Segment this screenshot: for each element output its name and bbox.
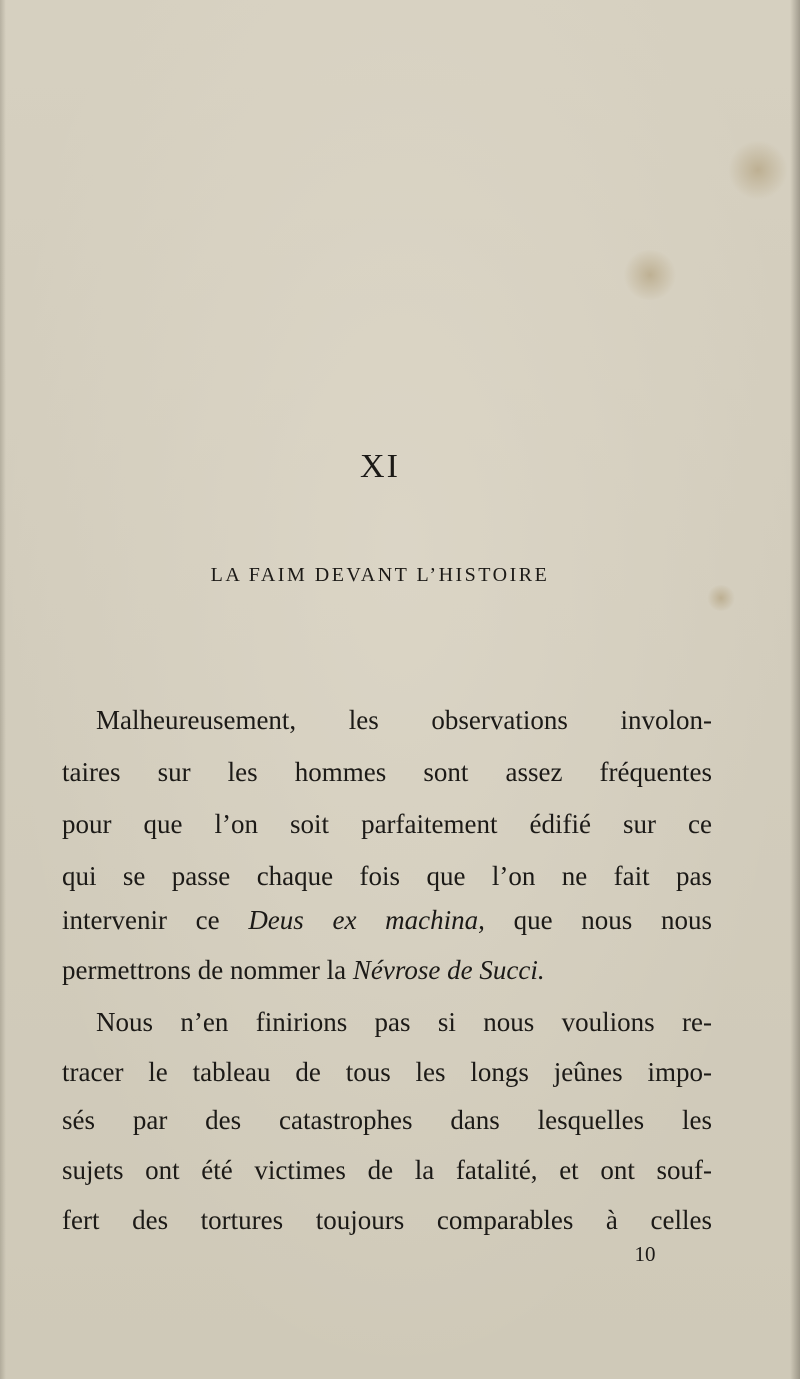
text-line: qui se passe chaque fois que l’on ne fait pas <box>62 861 712 891</box>
paper-foxing-stain <box>622 250 678 300</box>
page-right-edge-shadow <box>790 0 800 1379</box>
text-span: que nous nous <box>484 905 712 935</box>
text-line: sujets ont été victimes de la fatalité, et ont souf- <box>62 1155 712 1185</box>
paper-foxing-stain <box>706 585 736 611</box>
text-line <box>62 900 712 940</box>
text-line: tracer le tableau de tous les longs jeûnes impo- <box>62 1057 712 1087</box>
text-line: fert des tortures toujours comparables à celles <box>62 1205 712 1235</box>
text-span: intervenir ce <box>62 905 249 935</box>
chapter-title: LA FAIM DEVANT L’HISTOIRE <box>210 564 550 586</box>
text-line: taires sur les hommes sont assez fréquentes <box>62 757 712 787</box>
text-line: sés par des catastrophes dans lesquelles les <box>62 1105 712 1135</box>
text-line <box>62 950 712 990</box>
page-number: 10 <box>634 1242 656 1266</box>
paper-foxing-stain <box>728 140 788 200</box>
text-line: pour que l’on soit parfaitement édifié sur ce <box>62 809 712 839</box>
page-left-edge-shadow <box>0 0 6 1379</box>
italic-phrase: Névrose de Succi. <box>352 955 545 985</box>
chapter-number: XI <box>360 448 400 485</box>
text-span: permettrons de nommer la <box>62 955 353 985</box>
text-line: Nous n’en finirions pas si nous voulions re- <box>96 1007 712 1037</box>
italic-phrase: Deus ex machina, <box>248 905 485 935</box>
text-line: Malheureusement, les observations involon- <box>96 705 712 735</box>
